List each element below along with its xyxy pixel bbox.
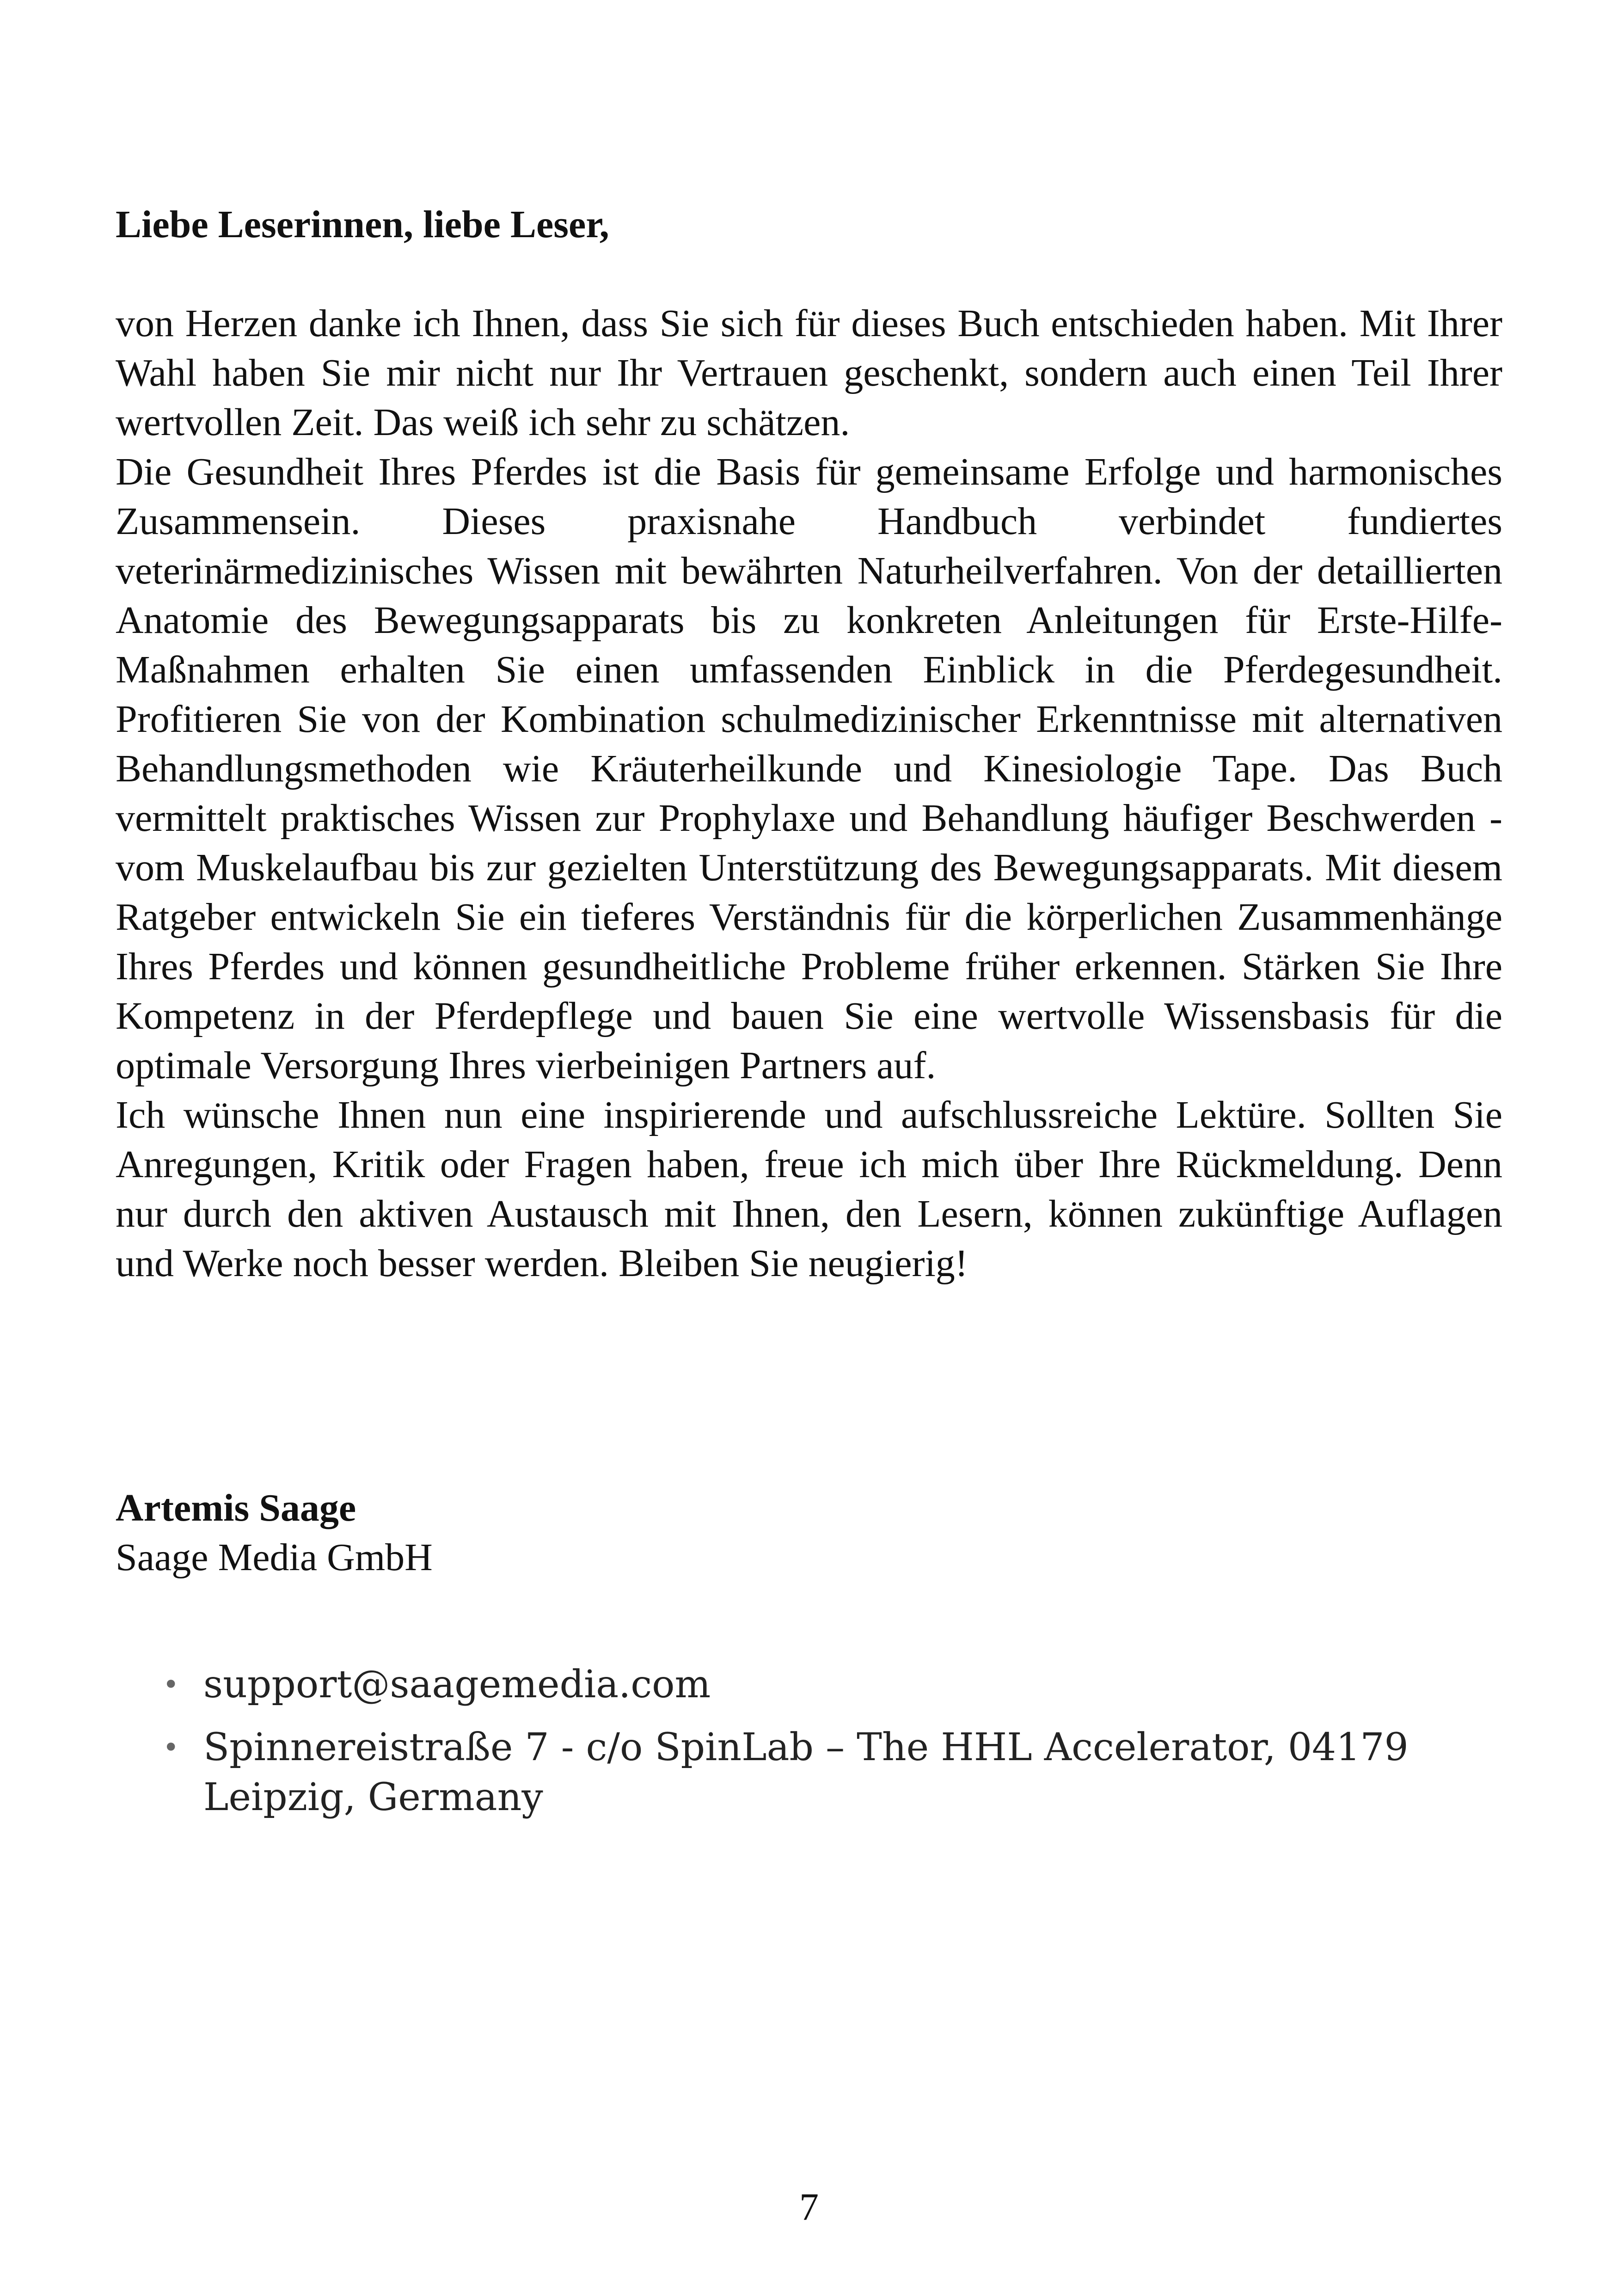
letter-body (116, 299, 1502, 1288)
contact-email[interactable]: support@saagemedia.com (203, 1663, 711, 1707)
signature-name: Artemis Saage (116, 1486, 356, 1529)
contact-list (157, 1660, 1498, 1836)
contact-address: Spinnereistraße 7 - c/o SpinLab – The HHL Accelerator, 04179 Leipzig, Germany (203, 1725, 1409, 1819)
bullet-icon: • (163, 1669, 179, 1701)
page-number: 7 (799, 2185, 819, 2228)
paragraph-closing-wishes: Ich wünsche Ihnen nun eine inspirierende und aufschlussreiche Lektüre. Sollten Sie Anregungen, Kritik oder Fragen haben, freue ich mich über Ihre Rückmeldung. Denn nur durch den aktiven Austausch mit Ihnen, den Lesern, können zukünftige Auflagen und Werke noch besser werden. Bleiben Sie neugierig! (116, 1093, 1502, 1285)
letter-greeting: Liebe Leserinnen, liebe Leser, (116, 203, 609, 246)
contact-address-item (157, 1723, 1498, 1823)
bullet-icon: • (163, 1731, 179, 1764)
paragraph-book-description: Die Gesundheit Ihres Pferdes ist die Basis für gemeinsame Erfolge und harmonisches Zusammensein. Dieses praxisnahe Handbuch verbindet fundiertes veterinärmedizinisches Wissen mit bewährten Naturheilverfahren. Von der detaillierten Anatomie des Bewegungsapparats bis zu konkreten Anleitungen für Erste-Hilfe-Maßnahmen erhalten Sie einen umfassenden Einblick in die Pferdegesundheit. Profitieren Sie von der Kombination schulmedizinischer Erkenntnisse mit alternativen Behandlungsmethoden wie Kräuterheilkunde und Kinesiologie Tape. Das Buch vermittelt praktisches Wissen zur Prophylaxe und Behandlung häufiger Beschwerden - vom Muskelaufbau bis zur gezielten Unterstützung des Bewegungsapparats. Mit diesem Ratgeber entwickeln Sie ein tieferes Verständnis für die körperlichen Zusammenhänge Ihres Pferdes und können gesundheitliche Probleme früher erkennen. Stärken Sie Ihre Kompetenz in der Pferdepflege und bauen Sie eine wertvolle Wissensbasis für die optimale Versorgung Ihres vierbeinigen Partners auf. (116, 450, 1502, 1087)
signature-company: Saage Media GmbH (116, 1536, 433, 1579)
paragraph-thanks: von Herzen danke ich Ihnen, dass Sie sich für dieses Buch entschieden haben. Mit Ihrer Wahl haben Sie mir nicht nur Ihr Vertrauen geschenkt, sondern auch einen Teil Ihrer wertvollen Zeit. Das weiß ich sehr zu schätzen. (116, 302, 1502, 444)
contact-email-item (157, 1660, 1498, 1710)
